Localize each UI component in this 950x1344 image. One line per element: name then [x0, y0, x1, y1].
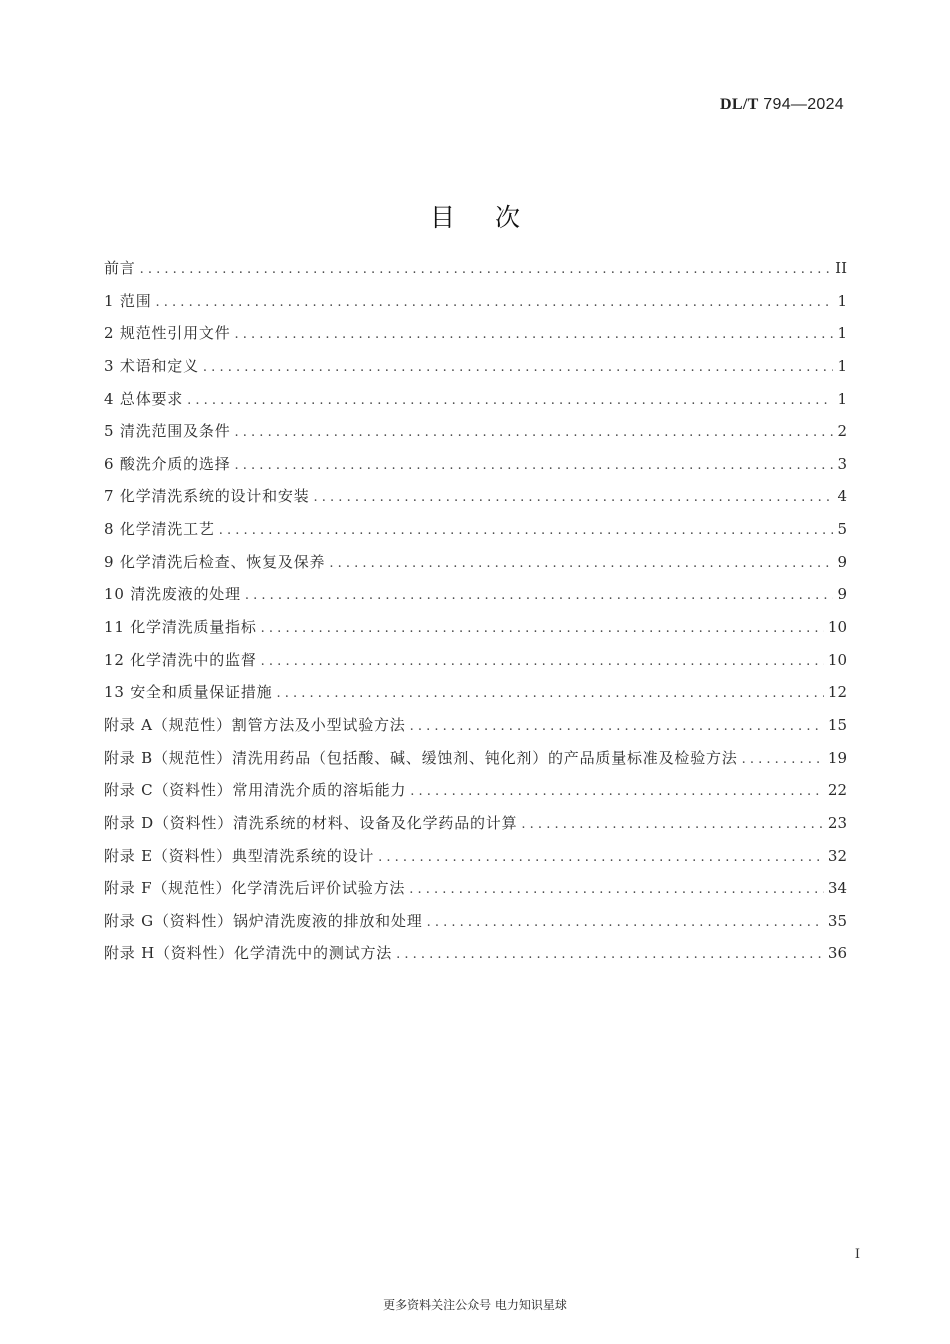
toc-entry-11[interactable] — [104, 616, 847, 649]
toc-entry-label: 附录 C（资料性）常用清洗介质的溶垢能力 — [104, 781, 407, 800]
dot-leader — [329, 553, 833, 575]
toc-entry-page: 36 — [827, 944, 847, 963]
toc-entry-7[interactable] — [104, 485, 847, 518]
standard-prefix: DL/T — [720, 96, 759, 113]
toc-entry-appendix-c[interactable] — [104, 779, 847, 812]
toc-entry-page: 15 — [827, 715, 847, 734]
toc-entry-page: 2 — [837, 422, 847, 441]
toc-entry-page: 4 — [837, 487, 847, 506]
toc-entry-label: 附录 H（资料性）化学清洗中的测试方法 — [104, 944, 393, 963]
toc-entry-page: 22 — [827, 781, 847, 800]
standard-code — [720, 96, 844, 114]
toc-entry-foreword[interactable] — [104, 257, 847, 290]
dot-leader — [314, 487, 833, 509]
toc-entry-page: 3 — [837, 454, 847, 473]
footer-note: 更多资料关注公众号 电力知识星球 — [383, 1298, 567, 1312]
toc-entry-page: 35 — [827, 911, 847, 930]
toc-entry-12[interactable] — [104, 649, 847, 682]
dot-leader — [396, 944, 824, 966]
toc-entry-label: 11 化学清洗质量指标 — [104, 618, 257, 637]
toc-entry-page: 32 — [827, 846, 847, 865]
toc-entry-8[interactable] — [104, 518, 847, 551]
dot-leader — [156, 292, 833, 314]
toc-entry-appendix-f[interactable] — [104, 877, 847, 910]
toc-entry-4[interactable] — [104, 388, 847, 421]
standard-number: 794—2024 — [758, 96, 844, 113]
dot-leader — [410, 716, 824, 738]
page-number: I — [854, 1247, 860, 1262]
dot-leader — [245, 585, 833, 607]
toc-entry-label: 附录 G（资料性）锅炉清洗废液的排放和处理 — [104, 911, 423, 930]
toc-entry-page: 10 — [827, 650, 847, 669]
toc-entry-label: 1 范围 — [104, 291, 152, 310]
toc-entry-page: 9 — [837, 552, 847, 571]
toc-entry-label: 附录 A（规范性）割管方法及小型试验方法 — [104, 715, 406, 734]
toc-entry-page: 5 — [837, 520, 847, 539]
toc-entry-page: 1 — [837, 356, 847, 375]
toc-entry-5[interactable] — [104, 420, 847, 453]
toc-entry-page: 12 — [827, 683, 847, 702]
dot-leader — [276, 683, 823, 705]
toc-entry-page: 10 — [827, 618, 847, 637]
toc-entry-page: 1 — [837, 324, 847, 343]
toc-entry-appendix-h[interactable] — [104, 942, 847, 975]
toc-entry-page: 1 — [837, 291, 847, 310]
dot-leader — [378, 847, 824, 869]
toc-entry-2[interactable] — [104, 322, 847, 355]
dot-leader — [261, 651, 824, 673]
toc-entry-9[interactable] — [104, 551, 847, 584]
toc-entry-appendix-d[interactable] — [104, 812, 847, 845]
toc-entry-label: 8 化学清洗工艺 — [104, 520, 215, 539]
toc-entry-1[interactable] — [104, 290, 847, 323]
dot-leader — [742, 749, 824, 771]
toc-entry-3[interactable] — [104, 355, 847, 388]
dot-leader — [427, 912, 824, 934]
toc-entry-page: II — [835, 259, 847, 277]
dot-leader — [140, 259, 832, 281]
page-title: 目次 — [429, 203, 560, 232]
toc-entry-10[interactable] — [104, 583, 847, 616]
toc-entry-label: 9 化学清洗后检查、恢复及保养 — [104, 552, 326, 571]
toc-entry-label: 6 酸洗介质的选择 — [104, 454, 231, 473]
toc-entry-page: 9 — [837, 585, 847, 604]
toc-entry-page: 19 — [827, 748, 847, 767]
toc-entry-label: 12 化学清洗中的监督 — [104, 650, 257, 669]
dot-leader — [235, 455, 833, 477]
toc-entry-page: 23 — [827, 813, 847, 832]
toc-entry-label: 2 规范性引用文件 — [104, 324, 231, 343]
dot-leader — [521, 814, 824, 836]
toc-entry-appendix-g[interactable] — [104, 910, 847, 943]
toc-entry-label: 4 总体要求 — [104, 389, 184, 408]
toc-entry-label: 7 化学清洗系统的设计和安装 — [104, 487, 310, 506]
toc-entry-appendix-e[interactable] — [104, 845, 847, 878]
toc-entry-page: 34 — [827, 879, 847, 898]
dot-leader — [410, 781, 824, 803]
toc-entry-6[interactable] — [104, 453, 847, 486]
toc-entry-13[interactable] — [104, 681, 847, 714]
toc-entry-label: 前言 — [104, 259, 136, 277]
dot-leader — [409, 879, 824, 901]
toc-entry-label: 附录 E（资料性）典型清洗系统的设计 — [104, 846, 375, 865]
toc-entry-label: 10 清洗废液的处理 — [104, 585, 241, 604]
toc-entry-label: 5 清洗范围及条件 — [104, 422, 231, 441]
dot-leader — [219, 520, 833, 542]
dot-leader — [235, 324, 833, 346]
dot-leader — [235, 422, 833, 444]
table-of-contents — [104, 257, 847, 975]
dot-leader — [203, 357, 833, 379]
toc-entry-page: 1 — [837, 389, 847, 408]
toc-entry-appendix-b[interactable] — [104, 747, 847, 780]
toc-entry-label: 附录 B（规范性）清洗用药品（包括酸、碱、缓蚀剂、钝化剂）的产品质量标准及检验方法 — [104, 748, 738, 767]
dot-leader — [187, 390, 833, 412]
toc-entry-label: 13 安全和质量保证措施 — [104, 683, 273, 702]
dot-leader — [261, 618, 824, 640]
toc-entry-label: 附录 F（规范性）化学清洗后评价试验方法 — [104, 879, 406, 898]
toc-entry-appendix-a[interactable] — [104, 714, 847, 747]
toc-entry-label: 3 术语和定义 — [104, 356, 199, 375]
toc-entry-label: 附录 D（资料性）清洗系统的材料、设备及化学药品的计算 — [104, 813, 518, 832]
